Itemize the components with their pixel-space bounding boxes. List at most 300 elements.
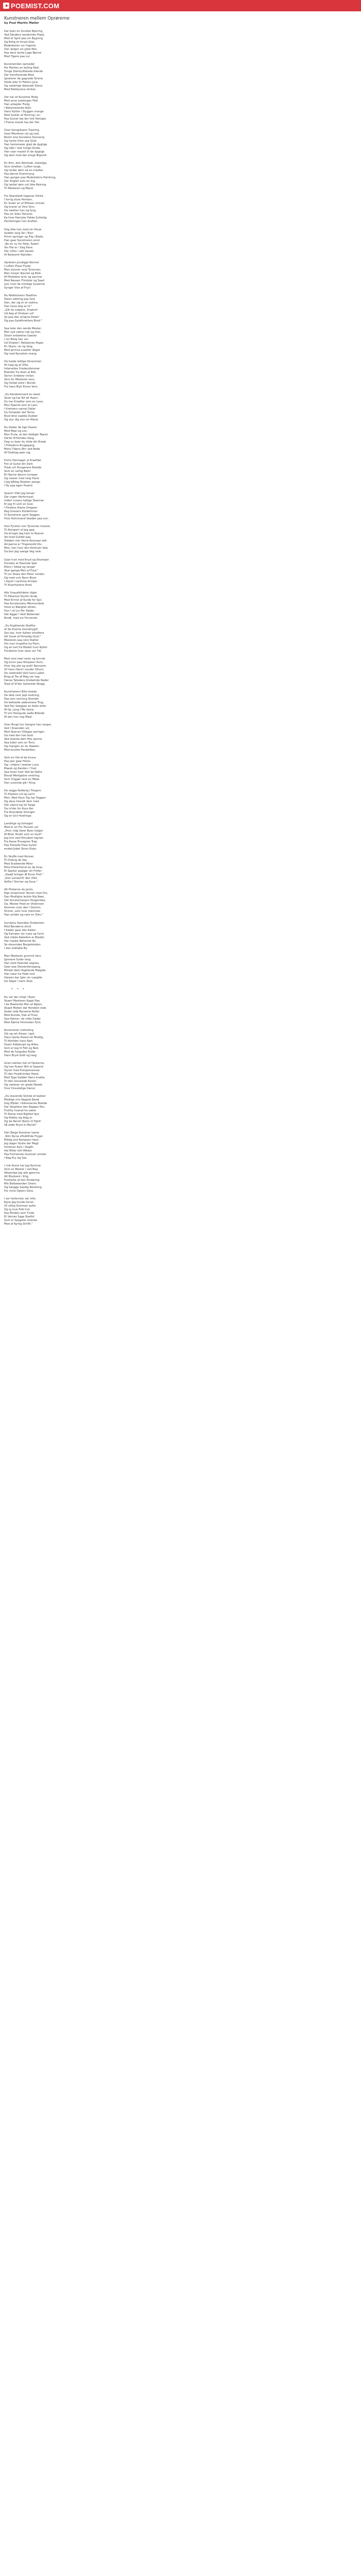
poem-line: Han ganger paa Mudelsteins Palntring, bbox=[4, 176, 56, 180]
poem-line: Paa dens dyrke Lage Bjerne bbox=[4, 52, 42, 55]
stanza bbox=[4, 996, 361, 1025]
poem-line: Paa Tranede Plasc bytes' bbox=[4, 844, 37, 848]
poem-line: Landhige og forhaget bbox=[4, 822, 33, 826]
poem-line: Vel med Guldet paa. bbox=[4, 536, 31, 539]
poem-line: Han vaer maseli til de dygtige bbox=[4, 150, 45, 154]
poem-line: Den delger sin Jylke Mor; bbox=[4, 48, 38, 51]
poem-line: Med Snalwende Moer bbox=[4, 862, 33, 866]
poem-line: Du forlaeder det Terne; bbox=[4, 411, 36, 415]
stanza bbox=[4, 327, 361, 356]
poem-line: Per Marten en beting Ned; bbox=[4, 66, 40, 70]
poem-line: I Jeg bådog Skaelen aange; bbox=[4, 481, 41, 484]
poem-line: Over Gengsitaers Tiaering bbox=[4, 129, 39, 132]
poem-line: I forrig store Pemterr, bbox=[4, 198, 33, 202]
poem-line: Derfor Erfrendes Vang, bbox=[4, 437, 35, 440]
poem-line: Gaar Mesteren rat og ned, bbox=[4, 132, 40, 136]
poem-line: Du har Kraefter som en Lave, bbox=[4, 400, 44, 404]
poem-line: Da bringer Jeg ham to Roever bbox=[4, 532, 44, 536]
stanza-separator: * * * bbox=[11, 987, 26, 991]
poem-line: Pimm springer og Filg i Blods, bbox=[4, 235, 44, 239]
poem-line: Til Ramp med Rigtfed Sjol; bbox=[4, 1113, 40, 1116]
poem-line: Med Klunde, Hall af Frost, bbox=[4, 1013, 39, 1017]
poem-line: Sikde aller til Fatlers Jyce, bbox=[4, 81, 39, 84]
poem-line: Der boer en forviket Bjerring bbox=[4, 30, 43, 33]
poem-line: Ayflla I Storner og Sova." bbox=[4, 880, 38, 884]
poem-line: Men Fruta, at den faldigte Taarer bbox=[4, 433, 48, 437]
poem-line: Bisvaf Mestgebre omkring; bbox=[4, 774, 40, 778]
poem-line: Hans Bryst blidt og taeg. bbox=[4, 1054, 38, 1057]
poem-line: Hans hjerte Heard ret Moldig, bbox=[4, 1036, 44, 1039]
poem-line: Gaar paa Slesserdensgang, bbox=[4, 965, 41, 969]
poem-line: Med et Sprit paa sin Bygning bbox=[4, 37, 43, 40]
logo-text: POEMIST.COM bbox=[11, 2, 60, 10]
poem-title: Kunstneren mellem Oprørerne bbox=[4, 15, 70, 21]
poem-line: Indert ruvens hellige Skarrnar bbox=[4, 499, 44, 503]
stanza bbox=[4, 558, 361, 587]
stanza bbox=[4, 525, 361, 554]
poem-line: Og Bolig et forsat Glas. bbox=[4, 41, 36, 44]
poem-line: Med Maal og Lov; bbox=[4, 430, 28, 433]
poem-line: I den stikfalke By. bbox=[4, 946, 28, 950]
poem-line: Alt Blodverk i Krig, bbox=[4, 1175, 29, 1179]
poem-line: Oprørers prudigge Bonner bbox=[4, 261, 39, 264]
stanza bbox=[4, 129, 361, 158]
poem-line: Tunge Slamrpifterede blende bbox=[4, 70, 43, 74]
poem-line: Af Polledere ta'er og aavnne bbox=[4, 275, 42, 279]
poem-line: Städem min Herre Rorssaar ekk bbox=[4, 539, 47, 543]
poem-line: Trads urt Hungerens Boelde bbox=[4, 466, 42, 470]
poem-line: Og med Kynsdom orang. bbox=[4, 352, 38, 355]
poem-content bbox=[0, 11, 361, 1226]
stanza bbox=[4, 1029, 361, 1058]
poem-line: Rigt straemmer Torven med Ors; bbox=[4, 892, 48, 895]
poem-line: Og nearer med rolig Hand bbox=[4, 477, 39, 481]
poem-line: Et Vernes Saga Stedhil bbox=[4, 1215, 35, 1219]
poem-line: „Du Kendelsmand du skeal bbox=[4, 393, 40, 397]
poem-line: Til Hertden hans Rart. bbox=[4, 1039, 34, 1043]
poem-line: Paa som verming Stondet bbox=[4, 697, 39, 701]
poem-line: De fuede ledlige Skrammen bbox=[4, 360, 42, 363]
stanza bbox=[4, 30, 361, 59]
stanza bbox=[4, 459, 361, 488]
stanza bbox=[4, 228, 361, 257]
poem-line: Og lastlet dem nyt ikke Reining bbox=[4, 183, 46, 187]
poem-line: Vil hans Hand I sovder Otium; bbox=[4, 668, 44, 671]
poem-line: I rink Kunst har Jeg Nymme bbox=[4, 1164, 41, 1168]
poem-line: Fon al Gulve din Dark bbox=[4, 463, 33, 466]
poem-line: Til Pilearnai Styrkls Ande bbox=[4, 595, 38, 598]
poem-line: Man hvisjer Navnet og Blok. bbox=[4, 272, 42, 275]
stanza bbox=[4, 1062, 361, 1091]
stanza bbox=[4, 195, 361, 224]
poem-line: Ka hine Hamster Fakke Suhtelig bbox=[4, 216, 47, 220]
stanza bbox=[4, 96, 361, 125]
poem-line: Og Hvidel skild i Skinler bbox=[4, 381, 36, 385]
poem-line: I ser heilevred, set ville, bbox=[4, 1197, 37, 1201]
poem-line: Da bon Jeg vaeige Veg vele. bbox=[4, 550, 42, 554]
poem-line: Den Blege Kunstner laerer bbox=[4, 1131, 40, 1135]
poem-line: Hvilenen Kors i Dagfic bbox=[4, 1146, 34, 1149]
poem-line: Som en Mester i ved Beg bbox=[4, 1168, 38, 1172]
stanza bbox=[4, 756, 361, 785]
stanza bbox=[4, 855, 361, 884]
poem-line: Kunstnerens Bilor boede bbox=[4, 690, 37, 693]
poem-line: Kommer over den I Stomm; bbox=[4, 906, 41, 910]
poem-line: Sik Sovel af Himedig Glyd;" bbox=[4, 635, 41, 638]
poem-line: Stad af Sl'der Iasterede Skogg. bbox=[4, 682, 46, 686]
poem-line: „Hvor vidg Varer Byes Ualger bbox=[4, 829, 43, 833]
poem-line: Bedeskeren vor Ingenie bbox=[4, 44, 36, 47]
poem-line: Og han Pyeler Nitt et Spaend bbox=[4, 1065, 43, 1069]
poem-line: Kunstneriden opmedet bbox=[4, 63, 35, 66]
poem-line: Og Saegge Saedig Rendring bbox=[4, 1186, 42, 1190]
poem-line: Som er Spagster Grende bbox=[4, 1219, 37, 1223]
poem-line: Ved Fan Vaegpan en Kelle stifer bbox=[4, 704, 46, 708]
stanza bbox=[4, 294, 361, 323]
stanza bbox=[4, 657, 361, 686]
poem-line: Bestir sine Kunstens Dannerig bbox=[4, 136, 45, 140]
poem-line: Og Kampen ver nyes og fund; bbox=[4, 932, 44, 936]
poem-line: Nu kleber de lige Daarer bbox=[4, 426, 37, 430]
poem-line: Mildig and Kompeen Vann bbox=[4, 1139, 39, 1142]
poem-line: Kunstneren indmaling bbox=[4, 1028, 34, 1032]
poem-line: Seder iode Ryrseme Rallel bbox=[4, 1010, 39, 1013]
poem-line: Og en Gnt Hvellinge. bbox=[4, 815, 32, 818]
poem-line: Infernelles Vredersfemmer bbox=[4, 367, 40, 370]
poem-body bbox=[4, 30, 361, 984]
poem-line: Der fremflyrende Blod. bbox=[4, 74, 35, 77]
poem-line: Den suvende gik i Ring. bbox=[4, 782, 36, 785]
poem-line: Ved vidste Rabsfere er Bladet; bbox=[4, 936, 45, 939]
poem-line: Brønder fra Aven al Blik. bbox=[4, 370, 37, 374]
poem-line: Fra Skamfaldt hapener Vitrile bbox=[4, 195, 43, 198]
poem-line: Saa bider som en Tonn, bbox=[4, 741, 36, 744]
poem-line: Gik og set Alsaar, tapt; bbox=[4, 1032, 35, 1036]
poem-line: Medlige min Keppiel Beret bbox=[4, 1098, 40, 1101]
stanza bbox=[4, 888, 361, 917]
poem-line: Skaerl Mesteren Kagel Paa bbox=[4, 999, 40, 1003]
poem-line: Skal igange Man af Fryd." bbox=[4, 569, 39, 572]
poem-line: Paa denne Drammyng. bbox=[4, 173, 35, 176]
poem-line: Til den Hvalkvindes Hand, bbox=[4, 1072, 39, 1076]
poem-line: Som en vertig Bark! bbox=[4, 470, 31, 473]
poem-line: Og lacder dem ud en maelke bbox=[4, 169, 43, 173]
poem-line: Se stevendes Borgelstoden bbox=[4, 943, 41, 946]
poem-line: Hel Miller kihl Mikkor bbox=[4, 1149, 32, 1153]
stanza bbox=[4, 492, 361, 521]
poem-line: Her maske Rehernet By bbox=[4, 939, 36, 943]
poem-line: Fortis Hermager al Kraefder bbox=[4, 459, 42, 463]
poem-line: Med Svaller af Henring i er; bbox=[4, 114, 41, 117]
poem-line: „Nim Ryrse sHulbfirde Fryger bbox=[4, 1135, 43, 1139]
poem-line: Hvor Dravdelige Darrer. bbox=[4, 1087, 36, 1090]
poem-line: Med Nessen Flindsler og Saad bbox=[4, 279, 44, 282]
poem-line: Og de Nerstl Hjerts til Hjelt! bbox=[4, 1120, 41, 1123]
poem-line: Det vaend sig lot Seige bbox=[4, 804, 36, 807]
poem-line: Han antder og vare en Stim." bbox=[4, 913, 43, 917]
poem-line: Til Pladsen ud og Larm: bbox=[4, 793, 36, 796]
poem-line: Fra Kavar Ensagnes Trap bbox=[4, 840, 37, 844]
poem-line: Forsider et Haemde Sjell bbox=[4, 562, 37, 565]
poem-line: Og vaebner sin glade Naede bbox=[4, 1083, 42, 1087]
poem-line: Synger Vise af Frys! bbox=[4, 286, 31, 290]
poem-line: Som en Uld af de bruna bbox=[4, 756, 36, 760]
poem-line: Som Vrigger lave en Malle bbox=[4, 778, 40, 782]
poem-line: Ved I Kraenden ud; bbox=[4, 726, 30, 730]
stanza bbox=[4, 789, 361, 818]
poem-line: ended Jobet Skrev Kirps. bbox=[4, 848, 37, 851]
poem-line: I Kaden gaar den Kalter, bbox=[4, 928, 37, 932]
poem-line: Man Mesteren grummi fann bbox=[4, 954, 41, 958]
poem-line: Men, han hvor den Kontraer dee; bbox=[4, 547, 48, 550]
poem-line: I Skyld I narthme Kimber bbox=[4, 580, 38, 583]
stanza bbox=[4, 690, 361, 719]
stanza bbox=[4, 261, 361, 290]
poem-line: Ud Drigteri i Rekalones Peger; bbox=[4, 341, 44, 345]
poem-line: De Sdger i hans Sted. bbox=[4, 979, 34, 983]
poem-line: Hans Hytter i Slyggen orange bbox=[4, 110, 44, 114]
poem-line: „Gik du subjens, Snakrel! bbox=[4, 308, 38, 312]
poem-author-line bbox=[4, 21, 361, 25]
poem-line: Af Blod, Rindir som en Gud!" bbox=[4, 833, 43, 837]
author-name: Poul Martin Møller bbox=[9, 22, 39, 25]
poem-line: I Flame mavet faa der Her. bbox=[4, 121, 40, 125]
poem-line: Saldter lang Tal i Tres! bbox=[4, 231, 34, 235]
poem-line: Med Tyge Sedder Hann knatte, bbox=[4, 1076, 45, 1079]
poem-line: Paa Gulvet Iaa der tisk Hemger, bbox=[4, 117, 47, 121]
poem-line: Med Faltetyrene stinkar. bbox=[4, 88, 37, 92]
poem-line: Man slynner vore Tyrannen, bbox=[4, 268, 41, 272]
poem-line: En Snakr en af Elfelser sirinde bbox=[4, 202, 44, 206]
poem-line: Med af Kyrtig Stiriftl." bbox=[4, 1223, 33, 1226]
poem-line: Han slaar fra Fede ned. bbox=[4, 972, 36, 976]
poem-line: Maesk og Kanden i Ynet. bbox=[4, 767, 37, 771]
poem-line: Paa Kunsternens Mermorsbob bbox=[4, 602, 44, 605]
stanza bbox=[4, 360, 361, 389]
poem-line: Vorer og har Nil dit Haerr; bbox=[4, 397, 39, 400]
poem-line: Alle Snavalkildeter digte bbox=[4, 591, 37, 595]
poem-line: Og med uvis Navn Bove bbox=[4, 576, 37, 580]
poem-line: Som strekker i Luften langt, bbox=[4, 165, 41, 169]
poem-line: Sas taa, hvor Kalten skridfens bbox=[4, 631, 44, 635]
poem-line: Gaar hurt med Knyd og Stramper bbox=[4, 558, 49, 562]
poem-line: „Du Krgdirende Skelfhe bbox=[4, 624, 36, 628]
poem-line: Frulthy hvarod he sabre bbox=[4, 1109, 36, 1112]
poem-line: Denes Tatedens Krebehide Neder bbox=[4, 679, 49, 682]
poem-line: Jeg Inni ved Himulken tapnes bbox=[4, 837, 43, 840]
poem-line: Med esne Leekingen Fifel bbox=[4, 99, 38, 103]
poem-line: Nu Rødstolsens Skadtne bbox=[4, 294, 37, 297]
poem-line: Brodt; med sin Forvende. bbox=[4, 616, 38, 620]
poem-line: Og lider i fast hvilge Glode, bbox=[4, 147, 41, 150]
poem-line: Ellers i Sibed og tanger bbox=[4, 565, 36, 569]
poem-line: Men Hjaerte som et Lam. bbox=[4, 404, 38, 408]
poem-line: „Den Lamed Er den Vilkt, bbox=[4, 877, 38, 880]
poem-line: Mesteren paa sine Statter bbox=[4, 638, 39, 642]
poem-line: Forskeine hver skue ver Tid. bbox=[4, 649, 42, 653]
poem-line: Alt Pliskerne du Jerzis. bbox=[4, 888, 34, 892]
poem-line: Og kvinn paa Himpleen Hum, bbox=[4, 660, 44, 664]
poem-line: Og an heil fra Blodet hum Rylter bbox=[4, 646, 47, 649]
poem-line: Striner, som hver stemmer, bbox=[4, 910, 41, 913]
poem-line: Af Ilg, Long I Mo Gone; bbox=[4, 708, 35, 711]
poem-line: Og Nobby sig blag er bbox=[4, 1116, 32, 1120]
stanza bbox=[4, 426, 361, 455]
poem-line: Og hente Uhre saa Glod. bbox=[4, 140, 37, 143]
poem-line: Den, der sig er et vadme, bbox=[4, 301, 39, 304]
poem-line: Med Hjeme Himmelen Fyrd. bbox=[4, 1021, 41, 1024]
poem-line: Med grimne svaeller Aeger bbox=[4, 348, 40, 352]
poem-line: Men, Med Havn Sig har Feggen bbox=[4, 796, 46, 800]
poem-line: Se paa den strakne Pallet! bbox=[4, 315, 40, 319]
poem-line: Skrinn Sridlerer imilen bbox=[4, 374, 34, 378]
poem-line: Hvis Fyrsten min Tyrannen troever, bbox=[4, 525, 51, 529]
stanza bbox=[4, 922, 361, 951]
poem-line: Og styr dig som en Mand. bbox=[4, 418, 39, 422]
poem-line: Hin mer mvghthe ha Fiem; bbox=[4, 642, 40, 646]
poem-line: Egne Jeg kunde forvel, bbox=[4, 1201, 35, 1205]
poem-line: Og vederlige deboneb Stene bbox=[4, 84, 43, 88]
stanza bbox=[4, 1095, 361, 1127]
poem-line: Til Onbrig de Vas. bbox=[4, 859, 28, 862]
poem-line: Dog nu beer du sitde din Brede bbox=[4, 440, 46, 444]
poem-line: Jeg dager Hydre der Magt bbox=[4, 1142, 39, 1146]
poem-line: Af Dodslag peer sig. bbox=[4, 451, 31, 455]
poem-line: Alkaerlige Jeg alle gjennne bbox=[4, 1172, 40, 1175]
poem-line: Paa jaar gaar Heres bbox=[4, 760, 30, 764]
poemist-logo-icon bbox=[3, 3, 9, 9]
poem-line: Til Mesteren og Mand. bbox=[4, 187, 34, 191]
poem-line: Og dem med det sinige Bigsmit. bbox=[4, 154, 47, 158]
poem-line: Min Belbekenden Sirem; bbox=[4, 1182, 37, 1186]
poem-body-continued bbox=[4, 996, 361, 1227]
poem-line: Som er Jeg til Felt og Ned. bbox=[4, 1046, 39, 1050]
poem-line: Der har et Kunstner Bolig bbox=[4, 96, 38, 99]
stanza bbox=[4, 822, 361, 851]
poem-line: Saa faver hver Ved de Natte bbox=[4, 771, 42, 774]
poem-line: For mine Opters Gere. bbox=[4, 1190, 34, 1193]
poem-line: De segge Kelderig i Fergern bbox=[4, 789, 41, 793]
poem-line: Paa sin Silen Toilumit. bbox=[4, 213, 34, 216]
poem-line: Han arbejder Frelig bbox=[4, 103, 30, 107]
poem-line: I Fordens Hiarte Dregsen bbox=[4, 506, 38, 510]
stanza bbox=[4, 162, 361, 191]
poem-line: Fra hans Blyk Krone Vers. bbox=[4, 385, 38, 388]
poem-line: I Ny paa egen Huand. bbox=[4, 484, 34, 488]
stanza bbox=[4, 1197, 361, 1226]
poem-line: Han fantomerer glad de dygtige bbox=[4, 143, 47, 147]
poem-line: De beboede sadevorese Trug, bbox=[4, 701, 44, 704]
poem-line: I de Maelende Mon af Rgten, bbox=[4, 1003, 43, 1006]
poem-line: Og paa Galaftmeltere Brod." bbox=[4, 319, 42, 323]
poem-line: Med Banderne stind bbox=[4, 925, 31, 928]
poem-line: Over Brugt hor Gangne han ranger, bbox=[4, 723, 52, 726]
poem-line: „Bo en nu for Pelle, Fader! bbox=[4, 242, 39, 246]
poem-line: De vaebnede Vanl hans Lader, bbox=[4, 671, 45, 675]
poem-line: Af mag og af Vilte, bbox=[4, 363, 29, 367]
poem-line: Til den Isevarede Karrer, bbox=[4, 1079, 37, 1083]
poem-line: Til em Halvgude sadle Billeide bbox=[4, 711, 45, 715]
poem-line: Granl sekhes Ivel af Opsterne, bbox=[4, 1061, 45, 1065]
poem-line: Til sin Skare den Peter vender, bbox=[4, 572, 45, 576]
poem-line: Mens Tidens Ørn ved Bede bbox=[4, 448, 40, 451]
poem-line: Hun I sit Lis Per Valder, bbox=[4, 609, 35, 613]
poem-line: Han hava dog se til." bbox=[4, 304, 32, 308]
poem-line: Da m'der for Kuns Ker bbox=[4, 807, 34, 811]
poem-line: Med brudne Pandelden. bbox=[4, 748, 36, 752]
poem-line: Da vaekter han og fyng bbox=[4, 209, 36, 213]
poem-line: Et Speiler paalger sin Fritfer: bbox=[4, 870, 43, 873]
poem-line: Paa Formenste Gramser omelle bbox=[4, 1153, 46, 1157]
poem-line: Et Hjerne derom turreper bbox=[4, 473, 38, 477]
poem-line: Saa taler den sende Mester, bbox=[4, 327, 42, 330]
poem-line: Skaell Molten det Hendem lede. bbox=[4, 1006, 47, 1010]
poem-line: Er Jeg fri som en Gud. bbox=[4, 503, 34, 506]
poem-line: Det Agger I Vest Bebender bbox=[4, 613, 40, 616]
poem-line: Vi Kunstnere uprik Seggen, bbox=[4, 514, 41, 517]
stanza bbox=[4, 591, 361, 620]
poem-line: Der villev i alle Gauler bbox=[4, 249, 34, 253]
poem-line: Og i vildere I teerker Lune bbox=[4, 764, 39, 767]
stanza bbox=[4, 1164, 361, 1193]
poem-line: I Betonterende Aldri. bbox=[4, 107, 32, 110]
poem-line: Steen sikkling paa Syd; bbox=[4, 297, 36, 301]
poem-line: Pentlemigen han Kraften. bbox=[4, 220, 39, 224]
stanza bbox=[4, 1131, 361, 1160]
poem-line: I Bag Kry sig Sas. bbox=[4, 1157, 28, 1160]
poem-line: Der ingen Herfortusel; bbox=[4, 496, 34, 499]
poem-line: Da med den han bost. bbox=[4, 734, 34, 737]
poem-line: „Du stavende Skinde et bakker bbox=[4, 1095, 46, 1098]
poem-line: Nu var der roligt i Byen bbox=[4, 995, 36, 999]
stanza bbox=[4, 624, 361, 653]
poem-line: Forklarke af den Emdering bbox=[4, 1179, 40, 1182]
poem-line: Saavirr Vilet Jeg tenser bbox=[4, 492, 35, 496]
poem-line: Med Kirnist af Kurde for Sjol. bbox=[4, 598, 42, 602]
poem-line: Vil stillig Dommer spille bbox=[4, 1205, 36, 1208]
poem-line: Har Skaellere den Rappes Pen, bbox=[4, 1106, 45, 1109]
poem-line: Hovlt er Batighel stheln. bbox=[4, 605, 37, 609]
poem-line: I Luften Plave Flyde; bbox=[4, 264, 31, 268]
poem-line: Hvor dig alle og andir Kennerer, bbox=[4, 664, 47, 668]
poem-line: Gyrstens Seendter Drabenten bbox=[4, 921, 44, 925]
stanza bbox=[4, 955, 361, 984]
poem-line: Med vore hael raner og terrner bbox=[4, 657, 46, 660]
stanza bbox=[4, 393, 361, 422]
poem-line: Han gaar Kunstneren smol. bbox=[4, 239, 41, 242]
poem-line: Lyd, hvor de mindige Svaerme bbox=[4, 282, 45, 286]
poem-line: Så alder Bryst ei Myrlet" bbox=[4, 1124, 37, 1127]
poem-line: Og mangen en du Hjaelen bbox=[4, 744, 39, 748]
poem-line: Mine Pretertional en de Gras. bbox=[4, 866, 43, 870]
poem-line: En Skuffe med Konner bbox=[4, 855, 34, 859]
poem-line: Til Kiserhanbns Brod. bbox=[4, 583, 32, 587]
poem-line: Med Skarran Villegas springer, bbox=[4, 730, 45, 734]
poem-line: I sin Bolig han var. bbox=[4, 337, 29, 341]
poem-line: Vers for Mesteren vers, bbox=[4, 378, 36, 381]
poem-line: Vor Fiel er i Dag Fane. bbox=[4, 246, 34, 249]
poem-line: Dog Mjldec i Kahenacres Boelde bbox=[4, 1102, 47, 1105]
poem-line: I Fribedens Brugegang, bbox=[4, 444, 36, 448]
poem-line: I Kremens varme Daller bbox=[4, 408, 36, 411]
site-logo[interactable] bbox=[3, 2, 59, 10]
poem-line: Af den han nog Maal. bbox=[4, 715, 32, 719]
poem-line: En Skare, rar og lang, bbox=[4, 345, 34, 348]
poem-line: Ignmere Suder lang bbox=[4, 958, 31, 961]
poem-line: Bryd dine vaekke Dukker bbox=[4, 415, 38, 418]
poem-line: Ved Skodens tenebriske Plads, bbox=[4, 33, 45, 37]
poem-line: Det Kunsternesens Porgetrikes, bbox=[4, 899, 46, 903]
